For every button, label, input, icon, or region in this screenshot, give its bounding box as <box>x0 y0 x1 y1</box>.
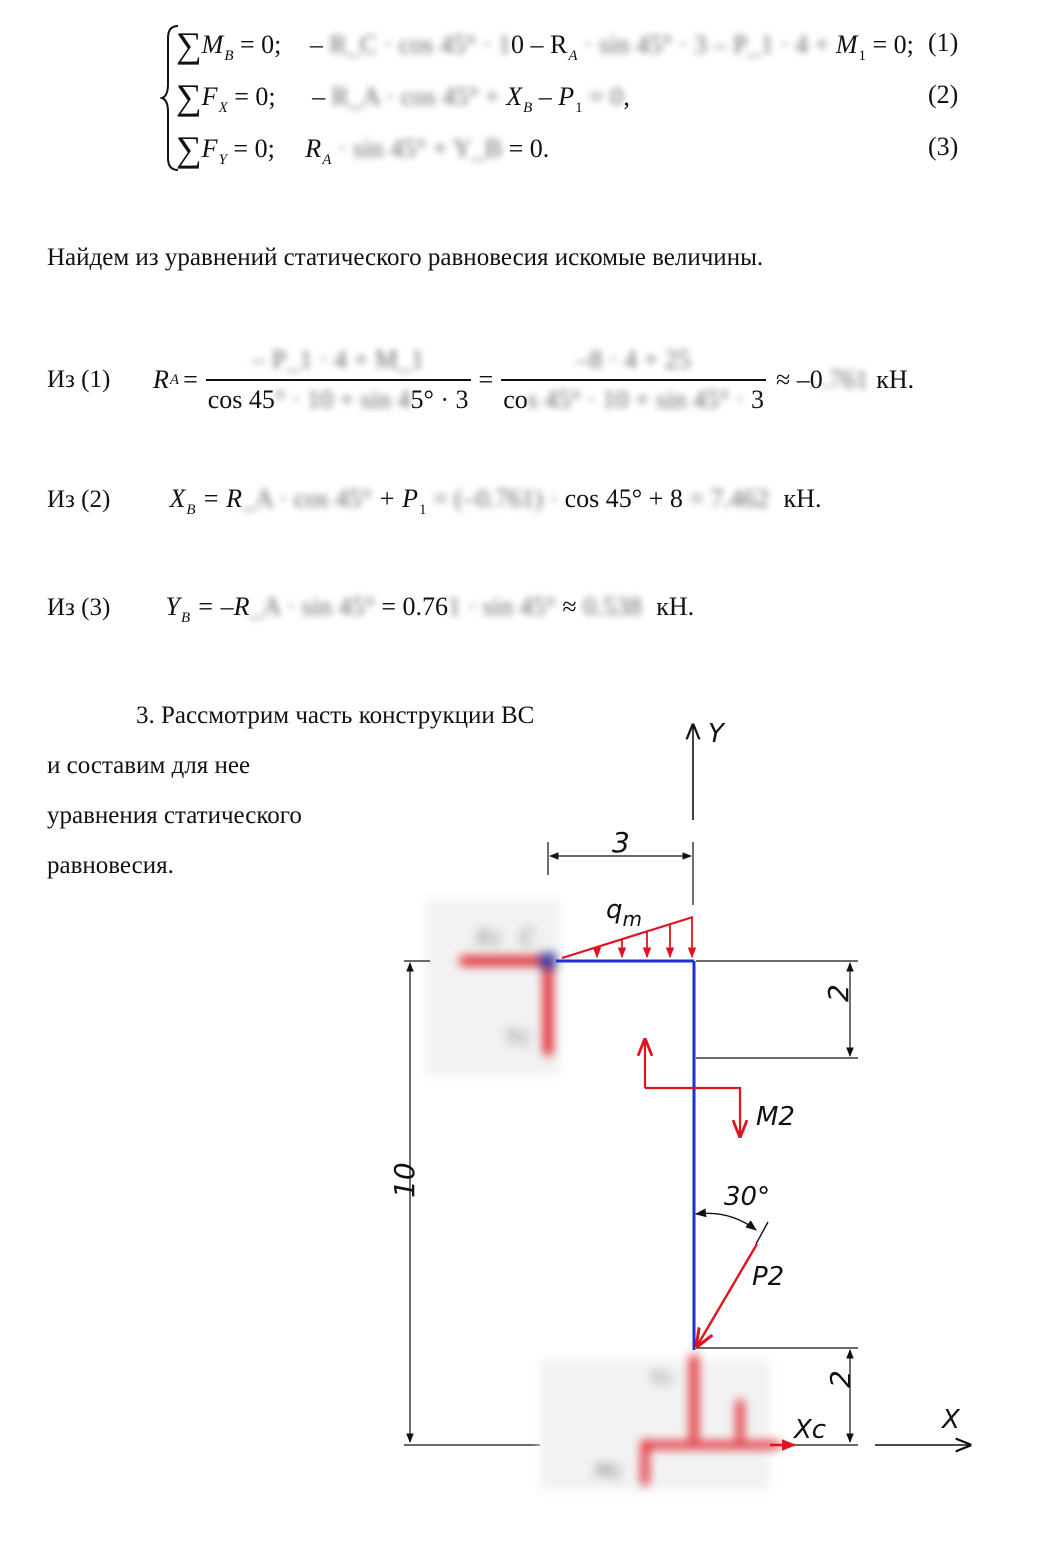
force-p2-arrow <box>697 1244 757 1346</box>
sum-sub: Y <box>218 152 227 168</box>
body-mid2-sub: 1 <box>575 100 583 116</box>
moment-label: M2 <box>756 1102 795 1132</box>
load-label: $q_m$ <box>606 895 642 931</box>
den-blur: s 45° · 10 + sin 45° · <box>527 384 751 414</box>
body-pre-sub: A <box>322 152 332 168</box>
force-p2-label: P2 <box>752 1262 785 1292</box>
body-mid-sub: A <box>568 48 578 64</box>
blurred-term: 1 · sin 45° <box>448 592 556 621</box>
angle-label: 30° <box>724 1182 771 1212</box>
blurred-term: _A · sin 45° <box>249 592 375 621</box>
rhs-mid: + P <box>378 484 418 513</box>
approx-value: ≈ –0 <box>775 365 823 394</box>
blurred-term: · sin 45° · 3 – P_1 · 4 + <box>583 30 830 59</box>
reaction-xc-label: Xc <box>794 1415 827 1445</box>
blurred-term: R_A · cos 45° + <box>331 82 500 111</box>
section-line-3: уравнения статического <box>47 802 302 829</box>
unit: кН. <box>783 484 822 513</box>
fraction-numerator: – P_1 · 4 + M_1 <box>252 345 424 375</box>
svg-text:Yc: Yc <box>505 1026 531 1051</box>
body-tail: = 0; <box>872 30 914 59</box>
solution-label: Из (3) <box>47 594 111 621</box>
blurred-term: _A · cos 45° <box>242 484 372 513</box>
sum-label: M <box>201 30 224 59</box>
y-axis-label: Y <box>708 719 724 749</box>
solution-lhs: Y <box>165 592 180 621</box>
sum-symbol: ∑ <box>176 129 202 169</box>
rhs-mid3: cos 45° + 8 <box>564 484 683 513</box>
body-tail: = 0. <box>508 134 550 163</box>
rhs-pre: = R <box>202 484 242 513</box>
eq-text: = 0; <box>234 82 276 111</box>
section-line-4: равновесия. <box>47 852 174 879</box>
blurred-reactions-bottom <box>540 1355 780 1490</box>
equation-number-2: (2) <box>928 80 959 109</box>
dim-top-label: 3 <box>612 826 630 859</box>
svg-text:Mc: Mc <box>595 1459 624 1483</box>
unit: кН. <box>876 365 915 394</box>
den-post: 5° · 3 <box>410 384 469 414</box>
solution-lhs-sub: B <box>180 610 191 626</box>
x-axis-label: X <box>942 1405 960 1435</box>
body-pre: R <box>305 134 322 163</box>
svg-text:Yc: Yc <box>650 1366 674 1390</box>
body-end: M <box>835 30 858 59</box>
blurred-term: · sin 45° + Y_B <box>337 134 503 163</box>
body-pre: – <box>312 82 326 111</box>
body-mid: 0 – R <box>510 30 568 59</box>
rhs-pre: = –R <box>196 592 250 621</box>
sum-sub: B <box>224 48 234 64</box>
body-mid2: – P <box>538 82 575 111</box>
equation-number-3: (3) <box>928 132 959 161</box>
equals-sign: = <box>183 365 198 394</box>
svg-text:C: C <box>520 926 536 951</box>
solution-lhs: R <box>153 365 169 394</box>
blurred-result: .761 <box>822 365 869 394</box>
body-pre: – <box>309 30 323 59</box>
angle-arc <box>696 1213 756 1230</box>
eq-text: = 0; <box>240 30 282 59</box>
dim-right-top-label: 2 <box>822 984 855 1002</box>
sum-label: F <box>201 82 218 111</box>
blurred-term: R_C · cos 45° · 1 <box>329 30 511 59</box>
force-p2-ext <box>756 1222 768 1244</box>
solution-label: Из (2) <box>47 486 111 513</box>
fraction-numerator: –8 · 4 + 25 <box>576 345 691 375</box>
body-end-sub: 1 <box>858 48 866 64</box>
svg-text:Xc: Xc <box>475 926 503 951</box>
blurred-result: 0.538 <box>583 592 642 621</box>
blurred-term: = 0 <box>589 82 624 111</box>
sum-label: F <box>201 134 218 163</box>
den-blur: ° · 10 + sin 4 <box>274 384 411 414</box>
dim-right-bottom-label: 2 <box>824 1370 857 1388</box>
den-post: 3 <box>750 384 764 414</box>
den-pre: cos 45 <box>207 384 275 414</box>
body-mid: X <box>506 82 523 111</box>
rhs-mid-sub: 1 <box>419 502 427 518</box>
rhs-mid: = 0.76 <box>381 592 448 621</box>
dim-left-label: 10 <box>388 1162 421 1198</box>
intro-paragraph: Найдем из уравнений статического равновесия искомые величины. <box>47 244 764 271</box>
section-line-1: 3. Рассмотрим часть конструкции ВС <box>136 702 535 729</box>
rhs-mid3: ≈ <box>562 592 577 621</box>
sum-sub: X <box>218 100 228 116</box>
solution-lhs-sub: A <box>169 371 180 388</box>
solution-label: Из (1) <box>47 366 111 393</box>
solution-lhs: X <box>169 484 186 513</box>
body-mid-sub: B <box>523 100 533 116</box>
eq-text: = 0; <box>233 134 275 163</box>
blurred-term: = (–0.761) · <box>433 484 559 513</box>
body-tail: , <box>623 82 630 111</box>
sum-symbol: ∑ <box>176 77 202 117</box>
section-line-2: и составим для нее <box>47 752 251 779</box>
sum-symbol: ∑ <box>176 25 202 65</box>
den-pre: co <box>503 384 528 414</box>
solution-lhs-sub: B <box>186 502 196 518</box>
equals-sign: = <box>478 365 494 394</box>
blurred-result: = 7.462 <box>689 484 770 513</box>
equation-number-1: (1) <box>928 28 959 57</box>
blurred-reactions-top <box>425 900 560 1075</box>
unit: кН. <box>656 592 695 621</box>
